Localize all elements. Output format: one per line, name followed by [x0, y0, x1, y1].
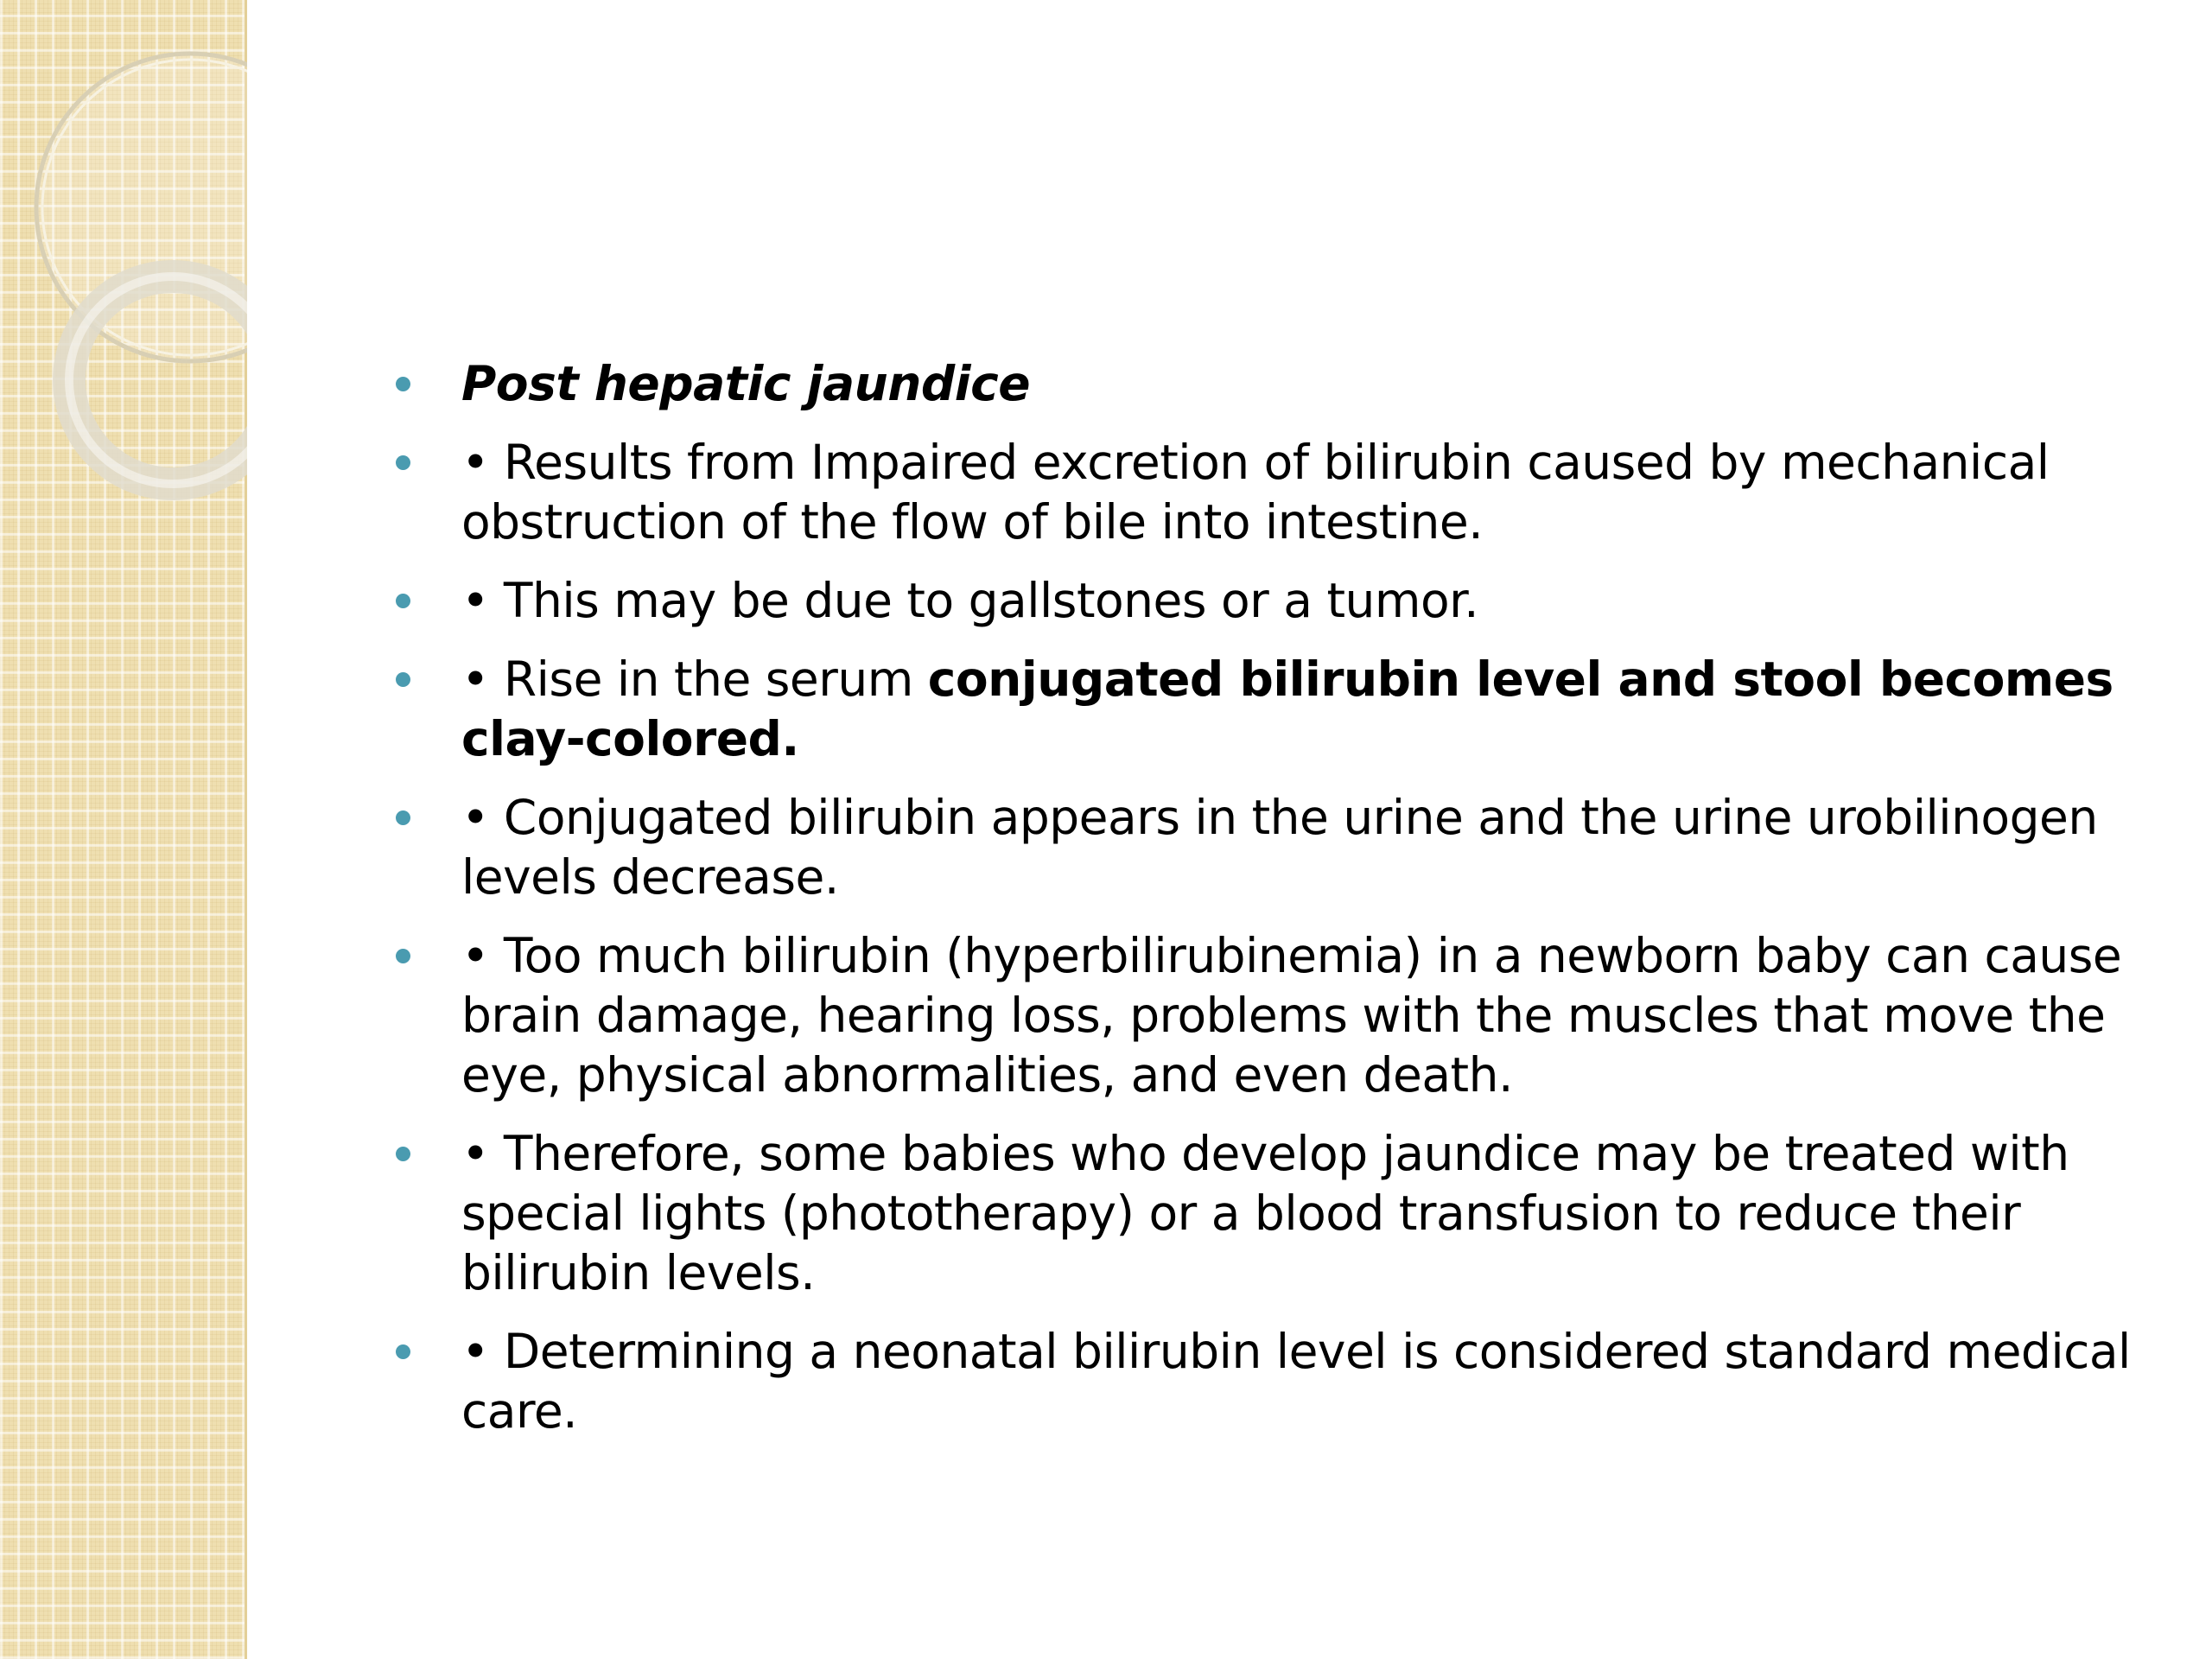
- bullet-item: [380, 650, 2160, 769]
- bullet-dot-icon: [396, 455, 410, 470]
- slide-content: [380, 354, 2160, 1460]
- bullet-item-heading: [380, 354, 2160, 414]
- bullet-dot-icon: [396, 377, 410, 391]
- bullet-text-bold: conjugated bilirubin level and stool becomes clay-colored.: [461, 652, 2113, 766]
- bullet-heading: Post hepatic jaundice: [461, 356, 1031, 411]
- decorative-rings-icon: [0, 0, 247, 553]
- bullet-dot-icon: [396, 1147, 410, 1161]
- bullet-item: [380, 571, 2160, 631]
- bullet-item: [380, 1124, 2160, 1303]
- bullet-text: • Too much bilirubin (hyperbilirubinemia) in a newborn baby can cause brain damage, hearing loss, problems with the muscles that move the eye, physical abnormalities, and even death.: [461, 928, 2122, 1103]
- decorative-sidebar: [0, 0, 247, 1659]
- bullet-list: [380, 354, 2160, 1441]
- bullet-dot-icon: [396, 949, 410, 963]
- bullet-dot-icon: [396, 594, 410, 608]
- bullet-dot-icon: [396, 1344, 410, 1359]
- bullet-text: • Determining a neonatal bilirubin level is considered standard medical care.: [461, 1324, 2131, 1439]
- bullet-dot-icon: [396, 810, 410, 825]
- bullet-dot-icon: [396, 672, 410, 687]
- bullet-text: • Results from Impaired excretion of bilirubin caused by mechanical obstruction of the flow of bile into intestine.: [461, 435, 2050, 550]
- bullet-item: [380, 1322, 2160, 1441]
- bullet-text: • Rise in the serum: [461, 652, 928, 707]
- bullet-item: [380, 433, 2160, 552]
- bullet-text: • This may be due to gallstones or a tumor.: [461, 573, 1479, 628]
- bullet-item: [380, 926, 2160, 1105]
- bullet-text: • Conjugated bilirubin appears in the urine and the urine urobilinogen levels decrease.: [461, 790, 2098, 905]
- bullet-text: • Therefore, some babies who develop jaundice may be treated with special lights (phototherapy) or a blood transfusion to reduce their bilirubin levels.: [461, 1126, 2069, 1300]
- bullet-item: [380, 788, 2160, 907]
